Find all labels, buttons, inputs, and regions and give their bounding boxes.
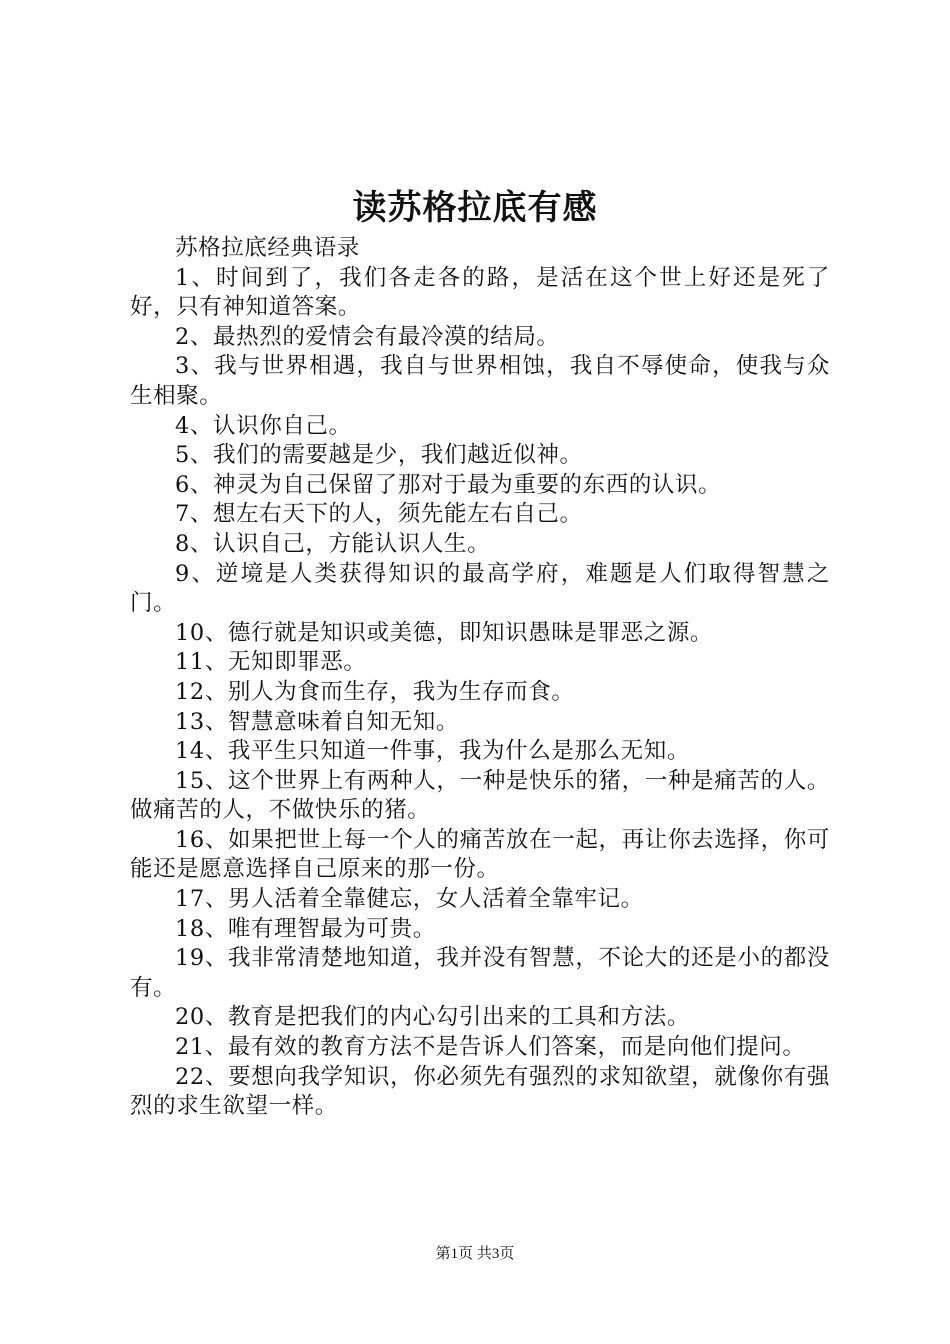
- quote-paragraph: 15、这个世界上有两种人，一种是快乐的猪，一种是痛苦的人。做痛苦的人，不做快乐的猪。: [130, 767, 830, 824]
- quote-paragraph: 3、我与世界相遇，我自与世界相蚀，我自不辱使命，使我与众生相聚。: [130, 353, 830, 409]
- quote-paragraph: 20、教育是把我们的内心勾引出来的工具和方法。: [175, 1004, 690, 1031]
- quote-paragraph: 4、认识你自己。: [175, 412, 352, 439]
- quote-paragraph: 13、智慧意味着自知无知。: [175, 708, 459, 735]
- quote-paragraph: 21、最有效的教育方法不是告诉人们答案，而是向他们提问。: [175, 1034, 806, 1061]
- quote-paragraph: 8、认识自己，方能认识人生。: [175, 530, 491, 557]
- document-body: [130, 234, 830, 1122]
- quote-paragraph: 1、时间到了，我们各走各的路，是活在这个世上好还是死了好，只有神知道答案。: [130, 264, 830, 321]
- quote-paragraph: 7、想左右天下的人，须先能左右自己。: [175, 501, 583, 528]
- page-title: 读苏格拉底有感: [352, 188, 598, 228]
- quote-paragraph: 19、我非常清楚地知道，我并没有智慧，不论大的还是小的都没有。: [130, 945, 830, 1001]
- page-footer: 第1页 共3页: [435, 1246, 515, 1262]
- quote-paragraph: 18、唯有理智最为可贵。: [175, 915, 436, 942]
- quote-paragraph: 9、逆境是人类获得知识的最高学府，难题是人们取得智慧之门。: [130, 560, 830, 617]
- quote-paragraph: 5、我们的需要越是少，我们越近似神。: [175, 442, 583, 469]
- quote-paragraph: 2、最热烈的爱情会有最冷漠的结局。: [175, 323, 560, 350]
- intro-heading: 苏格拉底经典语录: [175, 235, 360, 261]
- quote-paragraph: 10、德行就是知识或美德，即知识愚昧是罪恶之源。: [175, 619, 714, 646]
- quote-paragraph: 6、神灵为自己保留了那对于最为重要的东西的认识。: [175, 471, 722, 498]
- quote-paragraph: 22、要想向我学知识，你必须先有强烈的求知欲望，就像你有强烈的求生欲望一样。: [130, 1063, 830, 1120]
- quote-paragraph: 16、如果把世上每一个人的痛苦放在一起，再让你去选择，你可能还是愿意选择自己原来的那一份。: [130, 826, 830, 883]
- quote-paragraph: 17、男人活着全靠健忘，女人活着全靠牢记。: [175, 886, 644, 913]
- quote-paragraph: 14、我平生只知道一件事，我为什么是那么无知。: [175, 738, 690, 765]
- quote-paragraph: 12、别人为食而生存，我为生存而食。: [175, 678, 575, 705]
- quote-paragraph: 11、无知即罪恶。: [175, 649, 367, 676]
